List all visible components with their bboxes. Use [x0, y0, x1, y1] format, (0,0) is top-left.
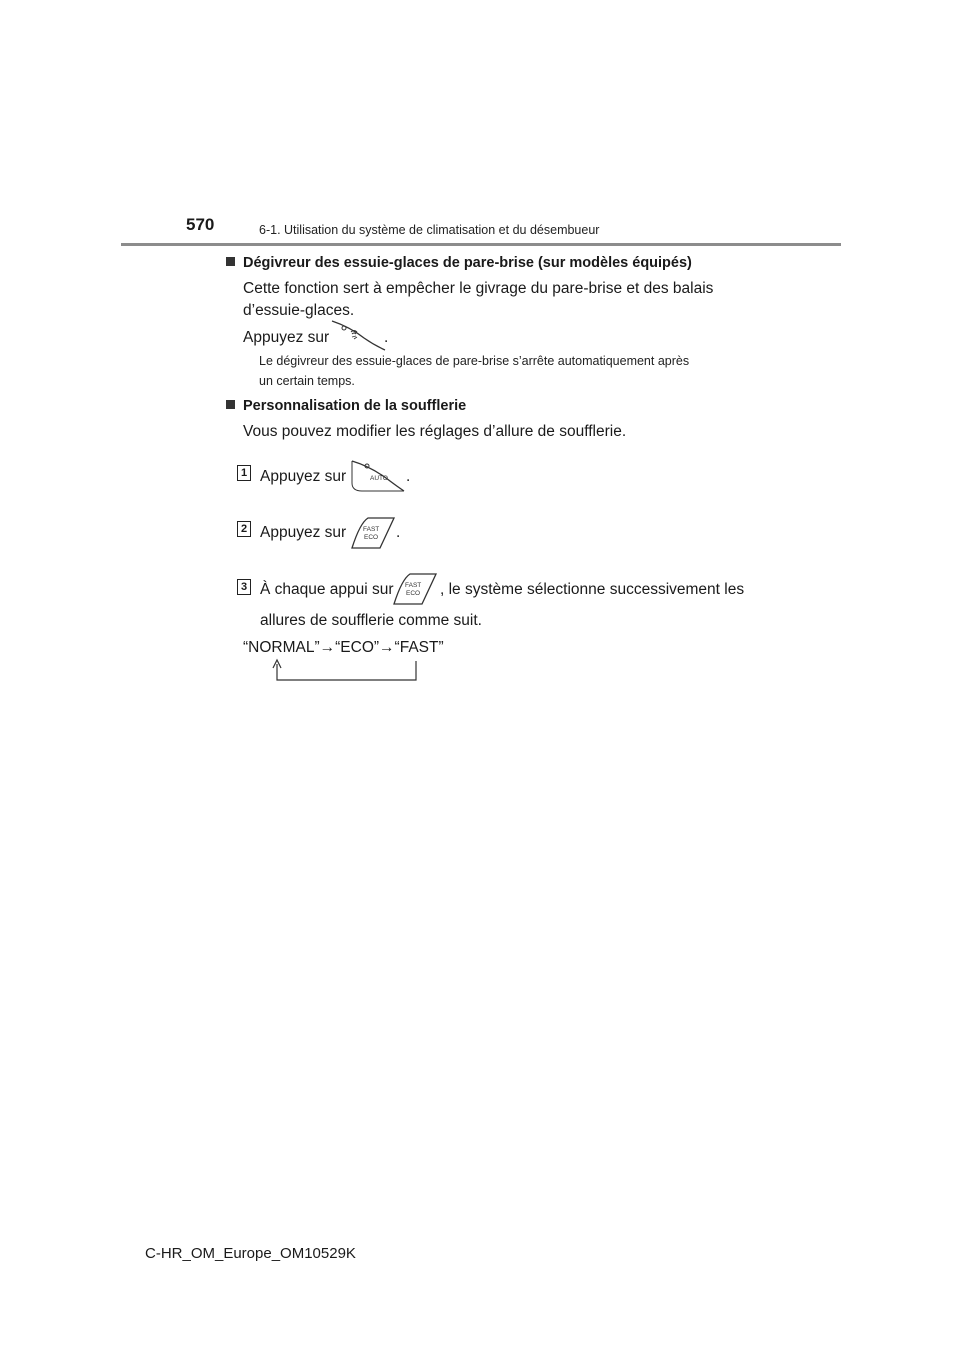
- footer-doc-id: C-HR_OM_Europe_OM10529K: [145, 1245, 356, 1262]
- step-1-suffix: .: [406, 468, 411, 485]
- blower-intro: Vous pouvez modifier les réglages d’allure de soufflerie.: [243, 423, 627, 440]
- wiper-deicer-body-line1: Cette fonction sert à empêcher le givrage du pare-brise et des balais: [243, 280, 714, 297]
- step-3-text: À chaque appui sur: [260, 581, 394, 598]
- step-number-3: 3: [237, 579, 251, 595]
- auto-button-icon: [350, 459, 406, 493]
- square-bullet-icon: [226, 400, 235, 409]
- blower-heading-text: Personnalisation de la soufflerie: [243, 398, 467, 414]
- step-3-line2: allures de soufflerie comme suit.: [260, 612, 482, 629]
- wiper-deicer-press-text: Appuyez sur: [243, 329, 330, 346]
- fast-eco-button-icon: [392, 571, 440, 607]
- step-2-suffix: .: [396, 524, 401, 541]
- step-3-suffix: , le système sélectionne successivement les: [440, 581, 745, 598]
- step-1-text: Appuyez sur: [260, 468, 347, 485]
- step-number-2: 2: [237, 521, 251, 537]
- page-number: 570: [186, 215, 215, 234]
- svg-text:ECO: ECO: [364, 534, 379, 541]
- section-header: 6-1. Utilisation du système de climatisation et du désembueur: [259, 223, 600, 237]
- step-number-1: 1: [237, 465, 251, 481]
- svg-text:ECO: ECO: [406, 590, 421, 597]
- wiper-deicer-heading-text: Dégivreur des essuie-glaces de pare-brise (sur modèles équipés): [243, 255, 692, 271]
- wiper-deicer-note-line1: Le dégivreur des essuie-glaces de pare-brise s’arrête automatiquement après: [259, 354, 690, 368]
- svg-text:FAST: FAST: [363, 526, 380, 533]
- wiper-deicer-note-line2: un certain temps.: [259, 374, 355, 388]
- step-2-text: Appuyez sur: [260, 524, 347, 541]
- svg-text:FAST: FAST: [405, 582, 422, 589]
- wiper-deicer-body-line2: d’essuie-glaces.: [243, 302, 355, 319]
- wiper-deicer-heading: [226, 254, 692, 272]
- header-divider: [121, 243, 841, 246]
- cycle-return-arrow: [268, 658, 423, 686]
- svg-text:AUTO: AUTO: [370, 475, 388, 482]
- square-bullet-icon: [226, 257, 235, 266]
- wiper-deicer-button-icon: [330, 318, 388, 352]
- blower-cycle-sequence: “NORMAL”→“ECO”→“FAST”: [243, 639, 444, 656]
- fast-eco-button-icon: [350, 515, 401, 551]
- wiper-deicer-press-suffix: .: [384, 329, 389, 346]
- blower-heading: [226, 397, 466, 415]
